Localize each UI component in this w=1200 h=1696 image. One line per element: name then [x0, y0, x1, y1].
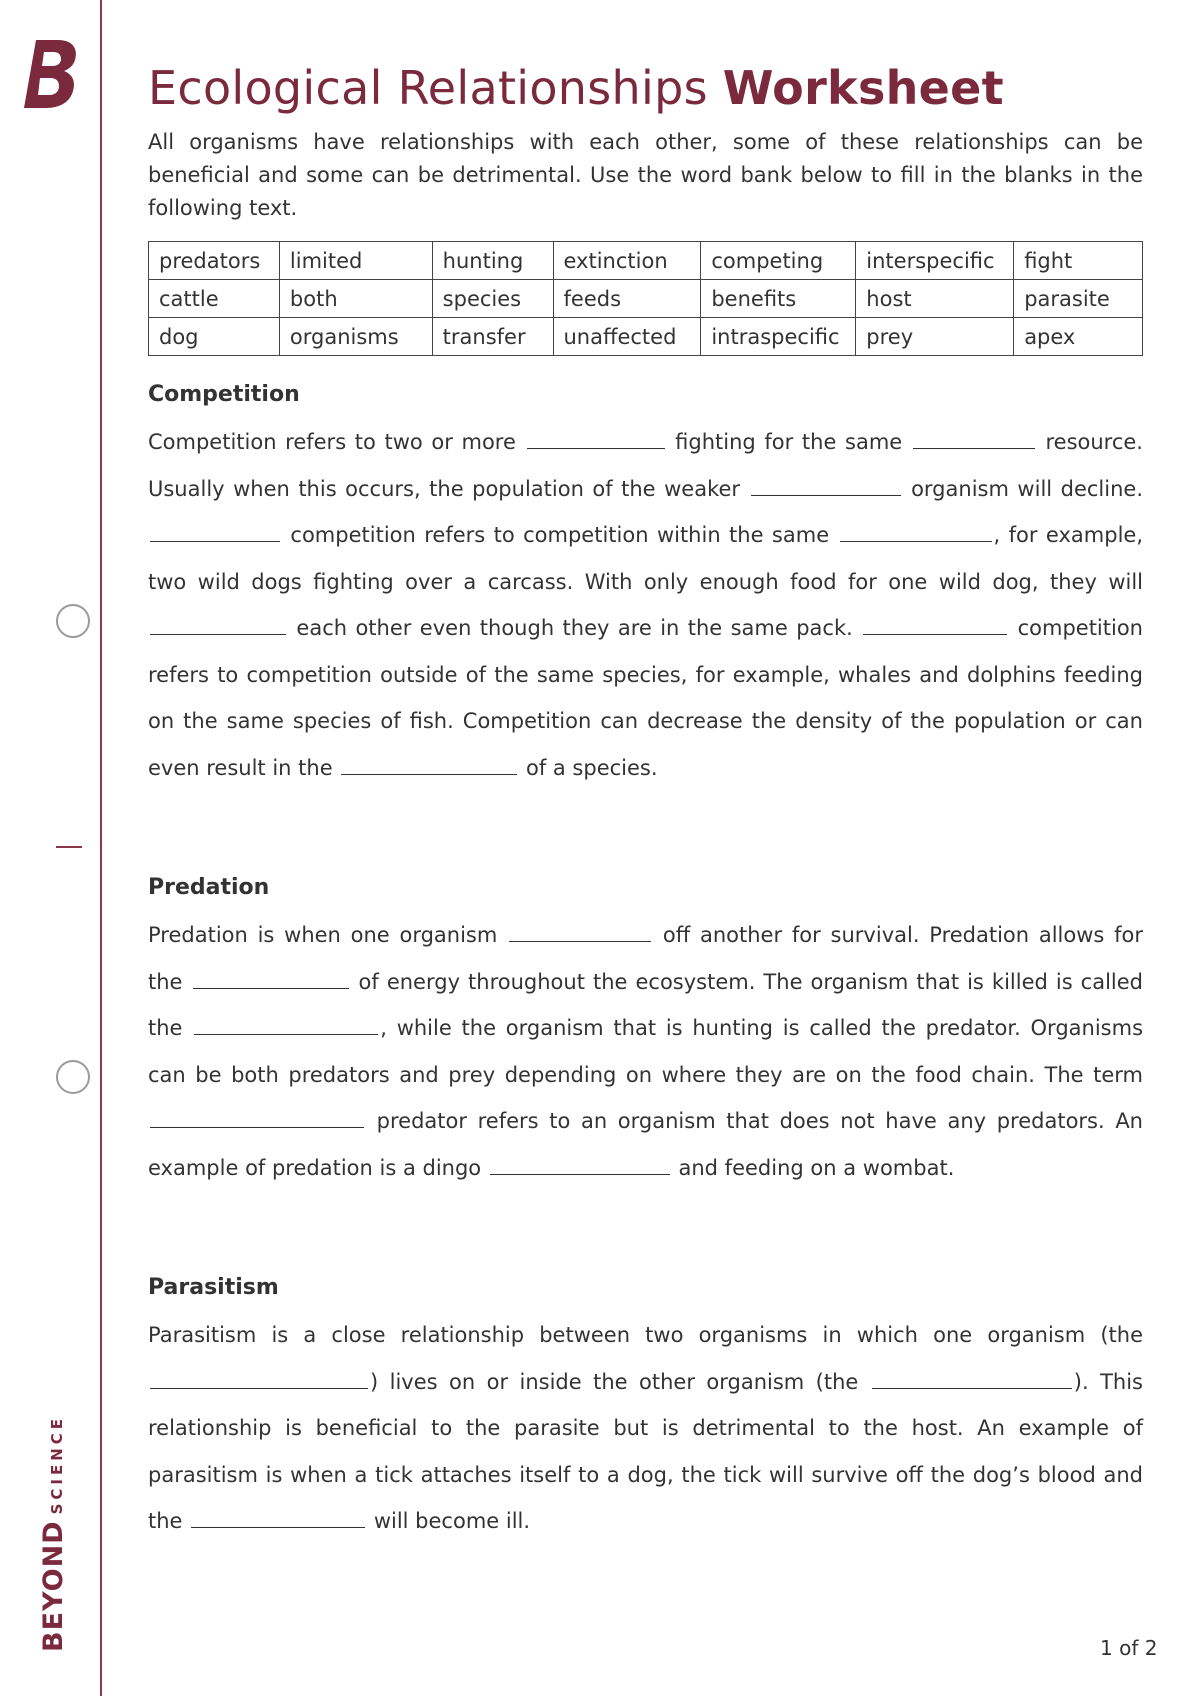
word-bank-cell: fight [1014, 242, 1143, 280]
word-bank-cell: both [279, 280, 432, 318]
page-number: 1 of 2 [1100, 1636, 1158, 1660]
competition-text: fighting for the same [666, 430, 911, 454]
word-bank-row [149, 318, 1143, 356]
competition-text: resource. Usually when this occurs, the population of the weaker [148, 430, 1143, 501]
word-bank-cell: prey [856, 318, 1014, 356]
brand-subname: SCIENCE [48, 1414, 66, 1515]
parasitism-text: will become ill. [367, 1509, 531, 1533]
parasitism-text: ). This relationship is beneficial to the parasite but is detrimental to the host. An example of parasitism is when a tick attaches itself to a dog, the tick will survive off the dog’s blood and the [148, 1369, 1143, 1533]
answer-blank[interactable] [751, 473, 901, 496]
word-bank-cell: competing [701, 242, 856, 280]
answer-blank[interactable] [872, 1366, 1072, 1389]
word-bank-row [149, 280, 1143, 318]
answer-blank[interactable] [150, 1366, 368, 1389]
answer-blank[interactable] [194, 1012, 378, 1035]
word-bank-cell: feeds [553, 280, 701, 318]
word-bank-cell: organisms [279, 318, 432, 356]
predation-text: off another for survival. Predation allows for the [148, 923, 1144, 994]
answer-blank[interactable] [490, 1152, 670, 1175]
competition-text: competition refers to competition outside of the same species, for example, whales and dolphins feeding on the same species of fish. Competition can decrease the density of the population or can even result in the [148, 616, 1143, 780]
worksheet-content [148, 60, 1143, 1545]
brand-wordmark [38, 1415, 69, 1652]
competition-text: competition refers to competition within the same [282, 523, 838, 547]
beyond-science-logo-icon [22, 38, 80, 110]
word-bank-cell: apex [1014, 318, 1143, 356]
binder-hole [56, 604, 90, 638]
answer-blank[interactable] [150, 1105, 364, 1128]
answer-blank[interactable] [193, 966, 349, 989]
word-bank-row [149, 242, 1143, 280]
parasitism-text: Parasitism is a close relationship between two organisms in which one organism (the [148, 1323, 1143, 1347]
predation-paragraph [148, 912, 1143, 1191]
predation-text: of energy throughout the ecosystem. The organism that is killed is called the [148, 969, 1144, 1040]
title-bold: Worksheet [722, 61, 1004, 115]
answer-blank[interactable] [913, 426, 1035, 449]
predation-text: predator refers to an organism that does not have any predators. An example of predation is a dingo [148, 1109, 1143, 1180]
predation-heading: Predation [148, 875, 270, 900]
competition-text: each other even though they are in the same pack. [288, 616, 862, 640]
competition-text: organism will decline. [902, 476, 1143, 501]
answer-blank[interactable] [840, 519, 992, 542]
answer-blank[interactable] [527, 426, 665, 449]
page-title [148, 60, 1143, 116]
predation-text: Predation is when one organism [148, 923, 508, 947]
margin-line [100, 0, 102, 1696]
parasitism-text: ) lives on or inside the other organism (the [370, 1369, 870, 1394]
word-bank-cell: parasite [1014, 280, 1143, 318]
word-bank [148, 241, 1143, 356]
word-bank-cell: transfer [432, 318, 553, 356]
binder-hole [56, 1060, 90, 1094]
intro-text: All organisms have relationships with each other, some of these relationships can be beneficial and some can be detrimental. Use the word bank below to fill in the blanks in the following text. [148, 130, 1143, 220]
answer-blank[interactable] [150, 612, 286, 635]
word-bank-cell: unaffected [553, 318, 701, 356]
competition-heading: Competition [148, 382, 300, 407]
word-bank-cell: dog [149, 318, 280, 356]
word-bank-cell: predators [149, 242, 280, 280]
parasitism-heading: Parasitism [148, 1275, 279, 1300]
word-bank-cell: interspecific [856, 242, 1014, 280]
word-bank-cell: benefits [701, 280, 856, 318]
word-bank-cell: extinction [553, 242, 701, 280]
answer-blank[interactable] [150, 519, 280, 542]
title-normal: Ecological Relationships [148, 61, 723, 115]
fold-mark [56, 846, 82, 848]
answer-blank[interactable] [509, 919, 651, 942]
competition-text: of a species. [519, 755, 658, 780]
word-bank-cell: host [856, 280, 1014, 318]
word-bank-cell: limited [279, 242, 432, 280]
predation-text: , while the organism that is hunting is called the predator. Organisms can be both predators and prey depending on where they are on the food chain. The term [148, 1016, 1144, 1087]
word-bank-cell: intraspecific [701, 318, 856, 356]
parasitism-paragraph [148, 1312, 1143, 1545]
word-bank-cell: hunting [432, 242, 553, 280]
predation-text: and feeding on a wombat. [671, 1155, 955, 1180]
answer-blank[interactable] [863, 612, 1007, 635]
answer-blank[interactable] [341, 752, 517, 775]
competition-text: Competition refers to two or more [148, 430, 525, 454]
brand-name: BEYOND [38, 1520, 69, 1652]
word-bank-cell: cattle [149, 280, 280, 318]
word-bank-cell: species [432, 280, 553, 318]
competition-paragraph [148, 419, 1143, 791]
competition-text: , for example, two wild dogs fighting over a carcass. With only enough food for one wild dog, they will [148, 523, 1143, 594]
answer-blank[interactable] [191, 1505, 365, 1528]
